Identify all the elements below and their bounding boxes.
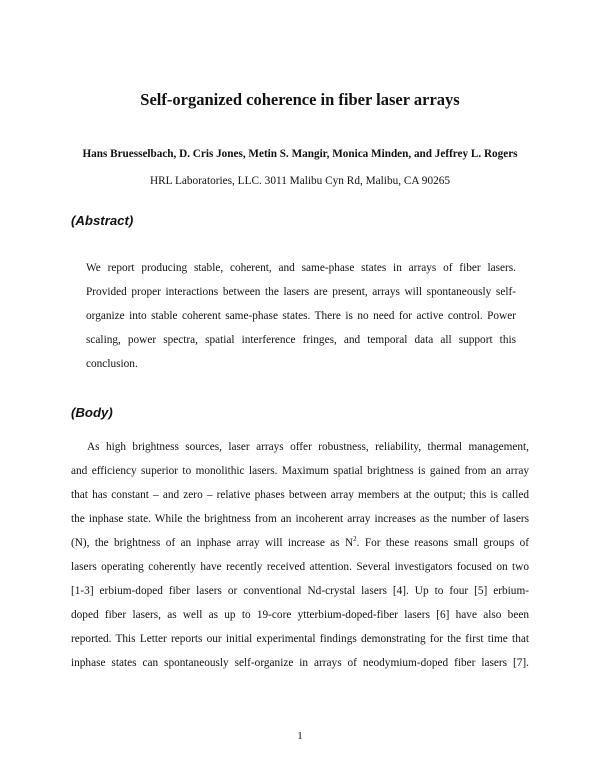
body-line: reported. This Letter reports our initial experimental findings demonstrating for the first time that: [71, 633, 529, 646]
body-line: inphase states can spontaneously self-organize in arrays of neodymium-doped fiber lasers [7].: [71, 657, 529, 670]
affiliation: HRL Laboratories, LLC. 3011 Malibu Cyn Rd, Malibu, CA 90265: [149, 175, 451, 187]
body-line: [1-3] erbium-doped fiber lasers or conventional Nd-crystal lasers [4]. Up to four [5] erbium-: [71, 585, 529, 598]
superscript-exponent: 2: [353, 535, 357, 544]
author-list: Hans Bruesselbach, D. Cris Jones, Metin S. Mangir, Monica Minden, and Jeffrey L. Rogers: [82, 148, 518, 160]
abstract-line: conclusion.: [86, 358, 138, 371]
body-line: the inphase state. While the brightness from an incoherent array increases as the number of lasers: [71, 513, 529, 526]
abstract-line: scaling, power spectra, spatial interference fringes, and temporal data all support this: [86, 334, 516, 347]
abstract-line: We report producing stable, coherent, and same-phase states in arrays of fiber lasers.: [86, 262, 516, 274]
body-line-text: As high brightness sources, laser arrays offer robustness, reliability, thermal management,: [87, 441, 529, 453]
abstract-heading: (Abstract): [71, 213, 134, 228]
body-line: and efficiency superior to monolithic lasers. Maximum spatial brightness is gained from an array: [71, 465, 529, 478]
paper-title: Self-organized coherence in fiber laser arrays: [140, 90, 460, 109]
body-line: [71, 435, 529, 459]
body-line: [71, 531, 529, 555]
body-line: lasers operating coherently have recently received attention. Several investigators focused on two: [71, 561, 529, 574]
body-line-text: . For these reasons small groups of: [356, 537, 529, 550]
body-line: that has constant – and zero – relative phases between array members at the output; this is called: [71, 489, 529, 502]
page-number: 1: [297, 730, 303, 742]
body-line-text: (N), the brightness of an inphase array will increase as N: [71, 537, 354, 550]
body-paragraph: [71, 435, 529, 675]
abstract-line: Provided proper interactions between the lasers are present, arrays will spontaneously self-: [86, 286, 516, 299]
body-heading: (Body): [71, 405, 113, 420]
abstract-paragraph: [86, 256, 516, 376]
body-line: doped fiber lasers, as well as up to 19-core ytterbium-doped-fiber lasers [6] have also been: [71, 609, 529, 622]
abstract-line: organize into stable coherent same-phase states. There is no need for active control. Power: [86, 310, 516, 323]
